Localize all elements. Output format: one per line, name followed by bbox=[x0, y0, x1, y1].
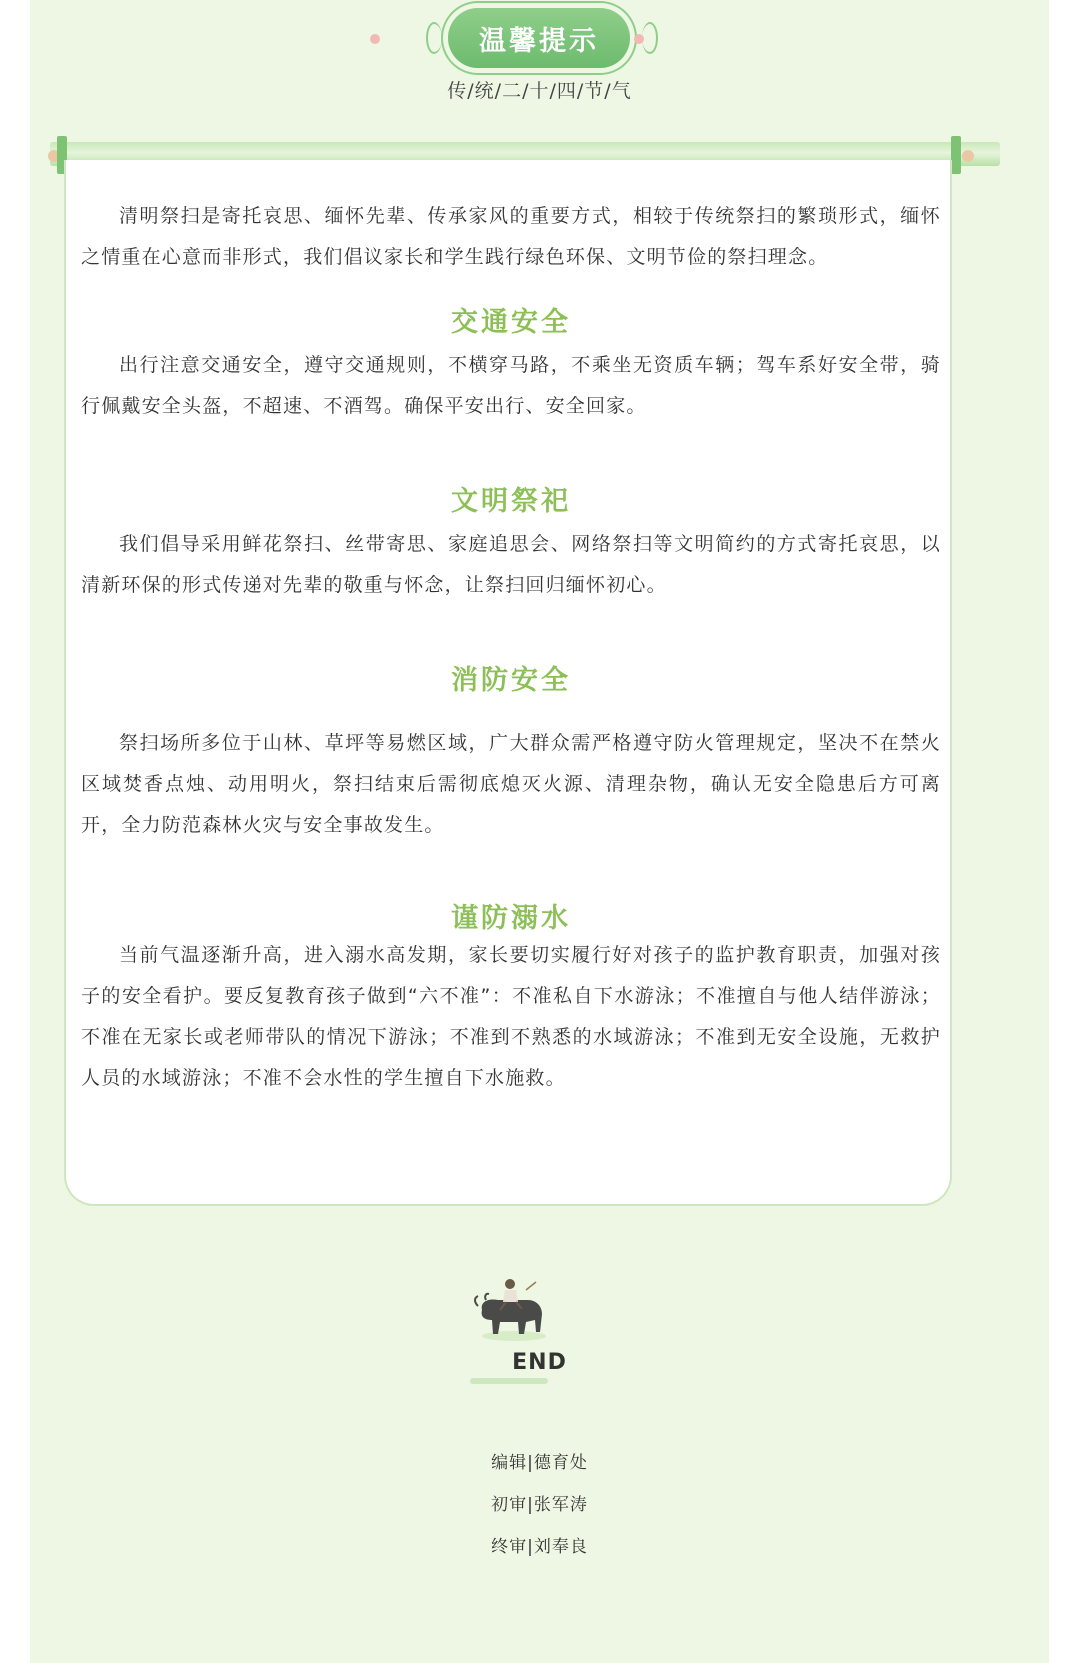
tip-badge bbox=[448, 8, 630, 68]
buffalo-boy-illustration bbox=[470, 1276, 550, 1344]
page-background bbox=[30, 0, 1049, 1663]
credit-first-review: 初审|张军涛 bbox=[491, 1495, 588, 1515]
badge-title: 温馨提示 bbox=[479, 25, 599, 57]
section-text-civilized-worship: 我们倡导采用鲜花祭扫、丝带寄思、家庭追思会、网络祭扫等文明简约的方式寄托哀思，以清新环保的形式传递对先辈的敬重与怀念，让祭扫回归缅怀初心。 bbox=[81, 533, 941, 596]
scroll-rod-cap-right bbox=[951, 136, 961, 174]
section-title-civilized-worship: 文明祭祀 bbox=[451, 486, 571, 517]
decor-dot-left bbox=[370, 34, 380, 44]
badge-ear-right bbox=[642, 22, 658, 54]
credit-editor: 编辑|德育处 bbox=[491, 1453, 588, 1473]
section-title-drowning: 谨防溺水 bbox=[451, 903, 571, 934]
section-title-traffic: 交通安全 bbox=[451, 307, 571, 338]
end-label: END bbox=[512, 1350, 567, 1375]
intro-paragraph: 清明祭扫是寄托哀思、缅怀先辈、传承家风的重要方式，相较于传统祭扫的繁琐形式，缅怀之情重在心意而非形式，我们倡议家长和学生践行绿色环保、文明节俭的祭扫理念。 bbox=[81, 205, 941, 268]
header bbox=[30, 0, 1049, 80]
scroll-card bbox=[64, 160, 952, 1206]
decor-dot-right bbox=[634, 34, 644, 44]
section-title-fire-safety: 消防安全 bbox=[451, 665, 571, 696]
end-underline bbox=[470, 1378, 548, 1384]
section-text-drowning: 当前气温逐渐升高，进入溺水高发期，家长要切实履行好对孩子的监护教育职责，加强对孩子的安全看护。要反复教育孩子做到“六不准”：不准私自下水游泳；不准擅自与他人结伴游泳；不准在无家长或老师带队的情况下游泳；不准到不熟悉的水域游泳；不准到无安全设施，无救护人员的水域游泳；不准不会水性的学生擅自下水施救。 bbox=[81, 944, 941, 1089]
card-content bbox=[81, 196, 941, 1099]
section-text-fire-safety: 祭扫场所多位于山林、草坪等易燃区域，广大群众需严格遵守防火管理规定，坚决不在禁火区域焚香点烛、动用明火，祭扫结束后需彻底熄灭火源、清理杂物，确认无安全隐患后方可离开，全力防范森林火灾与安全事故发生。 bbox=[81, 732, 941, 836]
section-text-traffic: 出行注意交通安全，遵守交通规则，不横穿马路，不乘坐无资质车辆；驾车系好安全带，骑行佩戴安全头盔，不超速、不酒驾。确保平安出行、安全回家。 bbox=[81, 354, 941, 417]
credit-final-review: 终审|刘奉良 bbox=[491, 1537, 588, 1557]
subtitle: 传/统/二/十/四/节/气 bbox=[447, 80, 632, 102]
badge-ear-left bbox=[426, 22, 442, 54]
scroll-rod-knob-right bbox=[962, 150, 974, 162]
